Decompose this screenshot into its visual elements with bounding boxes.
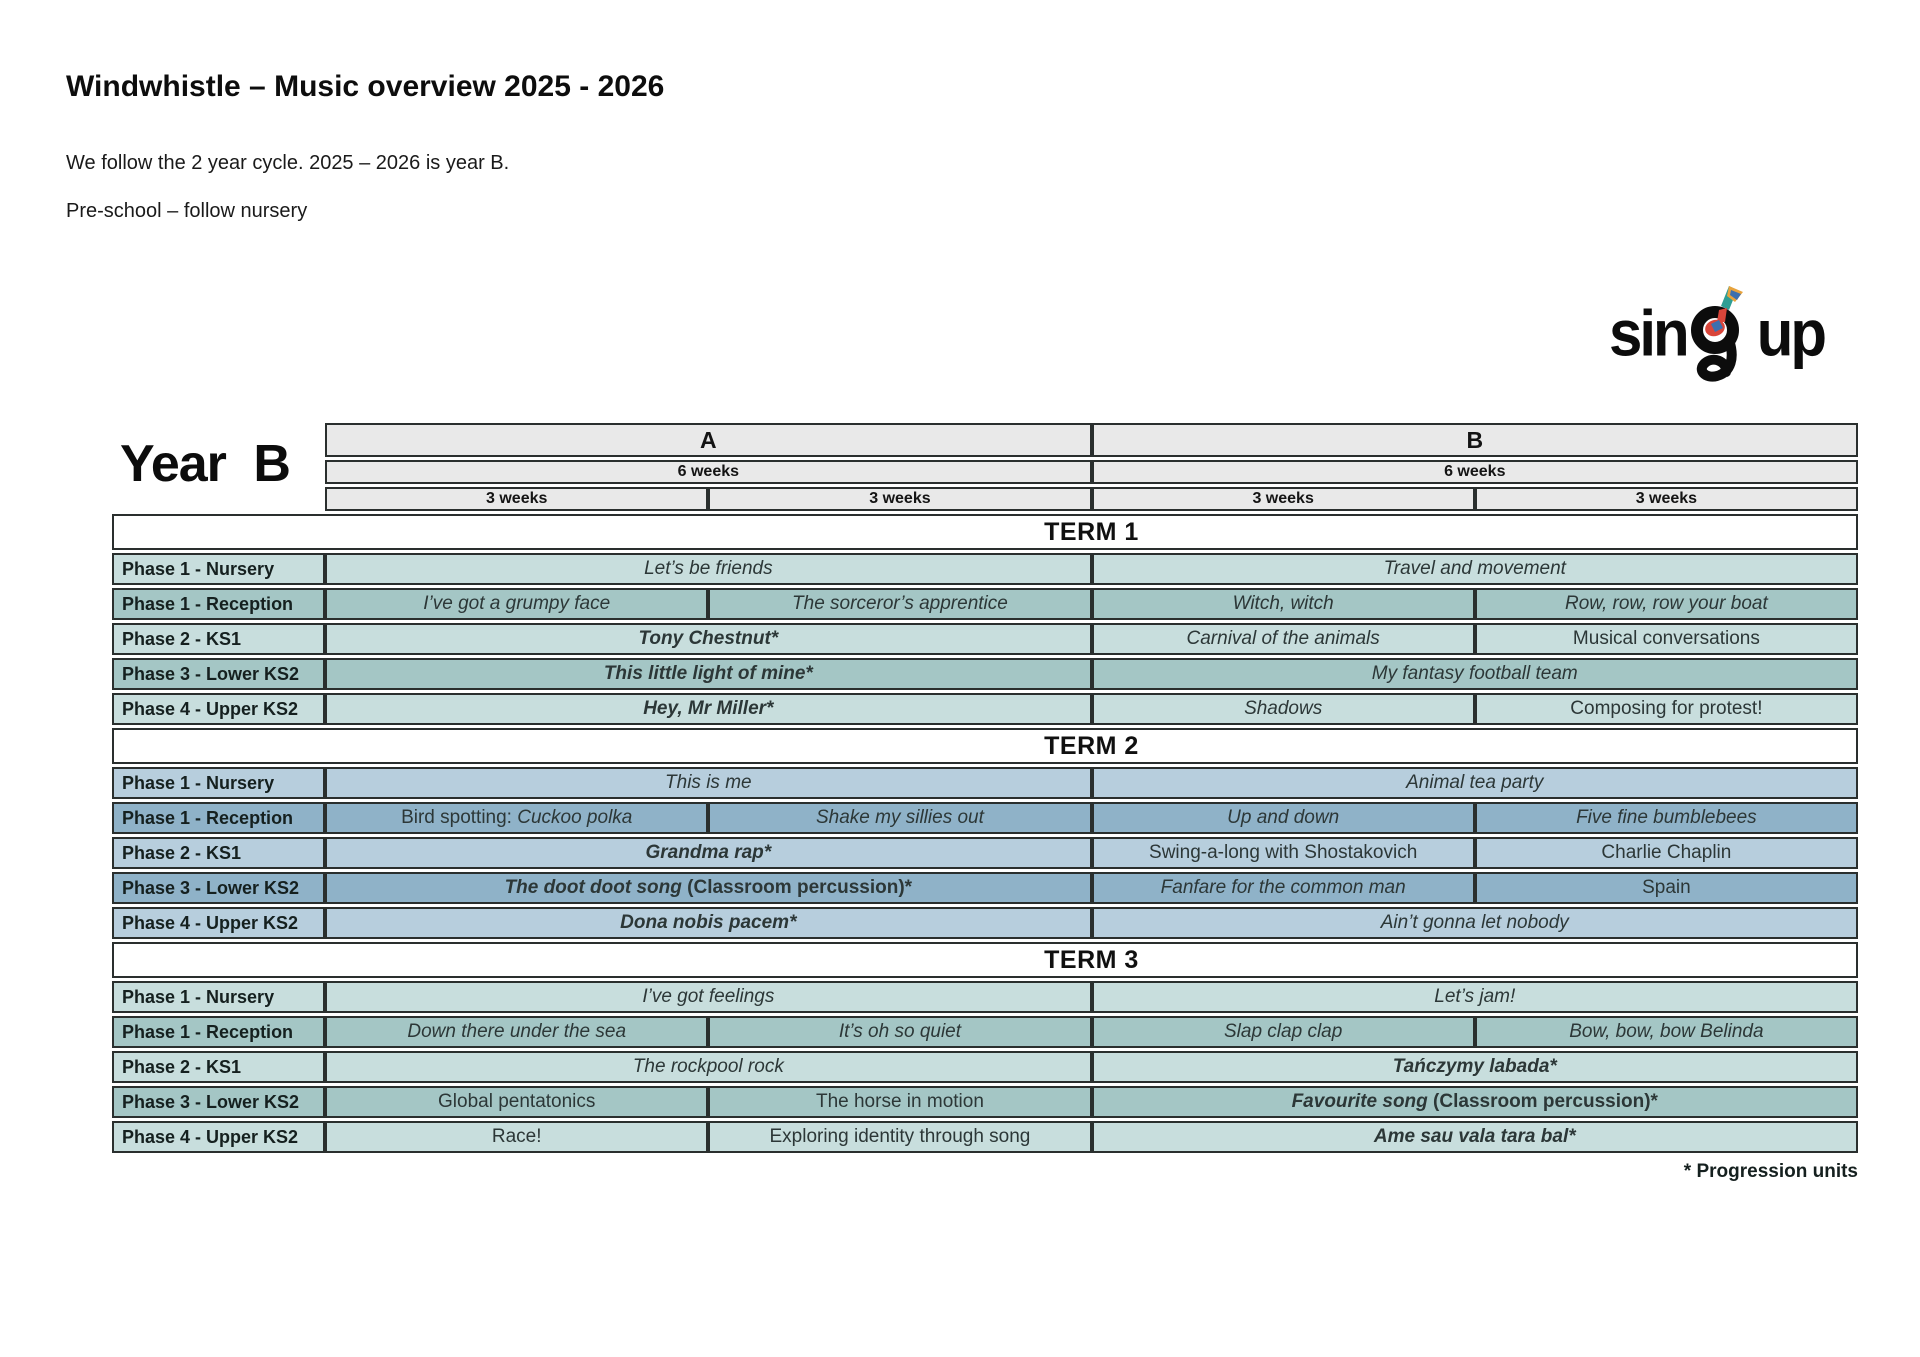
unit-title: The doot doot song	[504, 877, 688, 898]
unit-title: Ame sau vala tara bal*	[1373, 1126, 1576, 1147]
term-title: TERM 2	[1044, 731, 1139, 760]
term-title: TERM 1	[1044, 517, 1139, 546]
music-overview-table	[112, 420, 1858, 1156]
unit-title: (Classroom percussion)*	[687, 877, 913, 898]
term-title-cell	[112, 728, 1858, 764]
progression-units-footnote: * Progression units	[1683, 1161, 1858, 1182]
intro-line-1: We follow the 2 year cycle. 2025 – 2026 is year B.	[66, 152, 510, 174]
unit-title: Animal tea party	[1406, 772, 1544, 793]
logo-text-right: up	[1756, 297, 1824, 370]
unit-cell	[1092, 623, 1475, 655]
unit-title: The sorceror’s apprentice	[792, 593, 1008, 614]
unit-cell	[325, 658, 1091, 690]
phase-row	[112, 907, 1858, 939]
unit-title: This is me	[665, 772, 752, 793]
phase-row	[112, 1016, 1858, 1048]
phase-label-cell: Phase 4 - Upper KS2	[112, 907, 325, 939]
three-weeks-row	[112, 487, 1858, 511]
unit-cell	[1475, 1016, 1858, 1048]
phase-row	[112, 1121, 1858, 1153]
phase-label-cell: Phase 1 - Reception	[112, 802, 325, 834]
unit-cell	[708, 802, 1091, 834]
unit-cell	[325, 1086, 708, 1118]
six-weeks-row	[112, 460, 1858, 484]
unit-cell	[1092, 693, 1475, 725]
unit-cell	[325, 981, 1091, 1013]
unit-cell	[1475, 872, 1858, 904]
unit-cell	[325, 1121, 708, 1153]
unit-title: Tańczymy labada*	[1392, 1056, 1557, 1077]
unit-cell	[1092, 1121, 1858, 1153]
unit-title: Down there under the sea	[407, 1021, 627, 1042]
cycle-b-header: B	[1092, 423, 1858, 457]
unit-title: Slap clap clap	[1224, 1021, 1343, 1042]
phase-label-cell: Phase 1 - Reception	[112, 588, 325, 620]
unit-cell	[325, 623, 1091, 655]
unit-title: Row, row, row your boat	[1565, 593, 1768, 614]
phase-row	[112, 693, 1858, 725]
unit-cell	[325, 693, 1091, 725]
cycle-header-row	[112, 423, 1858, 457]
unit-cell	[708, 588, 1091, 620]
phase-label-cell: Phase 3 - Lower KS2	[112, 658, 325, 690]
term-title: TERM 3	[1044, 945, 1139, 974]
phase-row	[112, 623, 1858, 655]
six-weeks-a: 6 weeks	[325, 460, 1091, 484]
unit-cell	[1475, 802, 1858, 834]
phase-row	[112, 837, 1858, 869]
phase-row	[112, 588, 1858, 620]
term-header-row	[112, 942, 1858, 978]
unit-title: This little light of mine*	[603, 663, 813, 684]
unit-cell	[325, 767, 1091, 799]
unit-cell	[1475, 693, 1858, 725]
phase-label-cell: Phase 1 - Nursery	[112, 553, 325, 585]
unit-title: Travel and movement	[1383, 558, 1566, 579]
intro-line-2: Pre-school – follow nursery	[66, 200, 308, 222]
unit-cell	[1092, 1086, 1858, 1118]
unit-cell	[708, 1086, 1091, 1118]
unit-title: Let’s be friends	[644, 558, 773, 579]
phase-label-cell: Phase 3 - Lower KS2	[112, 872, 325, 904]
unit-title: (Classroom percussion)*	[1433, 1091, 1658, 1112]
unit-title: Composing for protest!	[1570, 698, 1763, 719]
phase-label-cell: Phase 2 - KS1	[112, 837, 325, 869]
unit-title: Up and down	[1227, 807, 1340, 828]
unit-title: Tony Chestnut*	[638, 628, 779, 649]
unit-cell	[325, 837, 1091, 869]
unit-title: Exploring identity through song	[769, 1126, 1031, 1147]
unit-cell	[1092, 658, 1858, 690]
unit-title: Cuckoo polka	[517, 807, 633, 828]
unit-cell	[1475, 837, 1858, 869]
unit-title: Grandma rap*	[645, 842, 772, 863]
phase-row	[112, 1051, 1858, 1083]
unit-title: My fantasy football team	[1371, 663, 1578, 684]
unit-cell	[1092, 981, 1858, 1013]
unit-cell	[1092, 837, 1475, 869]
unit-cell	[325, 872, 1091, 904]
unit-cell	[1092, 802, 1475, 834]
term-header-row	[112, 514, 1858, 550]
unit-title: Bow, bow, bow Belinda	[1569, 1021, 1764, 1042]
unit-title: Race!	[491, 1126, 542, 1147]
page-title: Windwhistle – Music overview 2025 - 2026	[66, 70, 665, 103]
unit-title: It’s oh so quiet	[838, 1021, 962, 1042]
unit-title: I’ve got feelings	[642, 986, 775, 1007]
phase-label-cell: Phase 1 - Reception	[112, 1016, 325, 1048]
phase-label-cell: Phase 1 - Nursery	[112, 767, 325, 799]
unit-title: Let’s jam!	[1434, 986, 1516, 1007]
term-title-cell	[112, 514, 1858, 550]
three-weeks-a1: 3 weeks	[325, 487, 708, 511]
logo-text-left: sin	[1608, 297, 1687, 370]
unit-cell	[708, 1121, 1091, 1153]
three-weeks-b2: 3 weeks	[1475, 487, 1858, 511]
unit-title: Spain	[1642, 877, 1691, 898]
phase-label-cell: Phase 2 - KS1	[112, 623, 325, 655]
year-label: Year B	[112, 423, 325, 511]
term-header-row	[112, 728, 1858, 764]
unit-cell	[1092, 872, 1475, 904]
phase-label-cell: Phase 1 - Nursery	[112, 981, 325, 1013]
phase-row	[112, 981, 1858, 1013]
unit-cell	[325, 1051, 1091, 1083]
music-overview	[112, 420, 1858, 1183]
unit-title: I’ve got a grumpy face	[423, 593, 611, 614]
unit-title: Witch, witch	[1232, 593, 1334, 614]
unit-cell	[325, 907, 1091, 939]
unit-cell	[1092, 1051, 1858, 1083]
unit-title: Global pentatonics	[438, 1091, 596, 1112]
unit-title: The rockpool rock	[632, 1056, 784, 1077]
cycle-a-header: A	[325, 423, 1091, 457]
unit-cell	[1092, 767, 1858, 799]
phase-label-cell: Phase 4 - Upper KS2	[112, 1121, 325, 1153]
unit-cell	[325, 1016, 708, 1048]
unit-cell	[1092, 907, 1858, 939]
phase-label-cell: Phase 3 - Lower KS2	[112, 1086, 325, 1118]
unit-title: Shake my sillies out	[815, 807, 984, 828]
unit-cell	[325, 553, 1091, 585]
logo-g-glyph	[1685, 282, 1749, 386]
unit-cell	[1092, 588, 1475, 620]
unit-title: Fanfare for the common man	[1160, 877, 1406, 898]
phase-row	[112, 553, 1858, 585]
unit-title: Musical conversations	[1572, 628, 1760, 649]
unit-title: Ain’t gonna let nobody	[1380, 912, 1569, 933]
unit-title: Shadows	[1244, 698, 1323, 719]
unit-cell	[325, 802, 708, 834]
sing-up-logo	[1609, 282, 1824, 386]
unit-title: The horse in motion	[815, 1091, 984, 1112]
phase-label-cell: Phase 2 - KS1	[112, 1051, 325, 1083]
unit-cell	[325, 588, 708, 620]
unit-cell	[1475, 623, 1858, 655]
unit-title: Bird spotting:	[401, 807, 518, 828]
six-weeks-b: 6 weeks	[1092, 460, 1858, 484]
unit-cell	[708, 1016, 1091, 1048]
unit-cell	[1475, 588, 1858, 620]
unit-cell	[1092, 1016, 1475, 1048]
phase-row	[112, 1086, 1858, 1118]
three-weeks-a2: 3 weeks	[708, 487, 1091, 511]
unit-title: Five fine bumblebees	[1576, 807, 1757, 828]
phase-label-cell: Phase 4 - Upper KS2	[112, 693, 325, 725]
phase-row	[112, 802, 1858, 834]
phase-row	[112, 767, 1858, 799]
unit-cell	[1092, 553, 1858, 585]
term-title-cell	[112, 942, 1858, 978]
unit-title: Hey, Mr Miller*	[643, 698, 774, 719]
unit-title: Carnival of the animals	[1186, 628, 1380, 649]
unit-title: Favourite song	[1291, 1091, 1434, 1112]
unit-title: Charlie Chaplin	[1601, 842, 1732, 863]
unit-title: Swing-a-long with Shostakovich	[1149, 842, 1418, 863]
phase-row	[112, 872, 1858, 904]
three-weeks-b1: 3 weeks	[1092, 487, 1475, 511]
phase-row	[112, 658, 1858, 690]
unit-title: Dona nobis pacem*	[620, 912, 797, 933]
